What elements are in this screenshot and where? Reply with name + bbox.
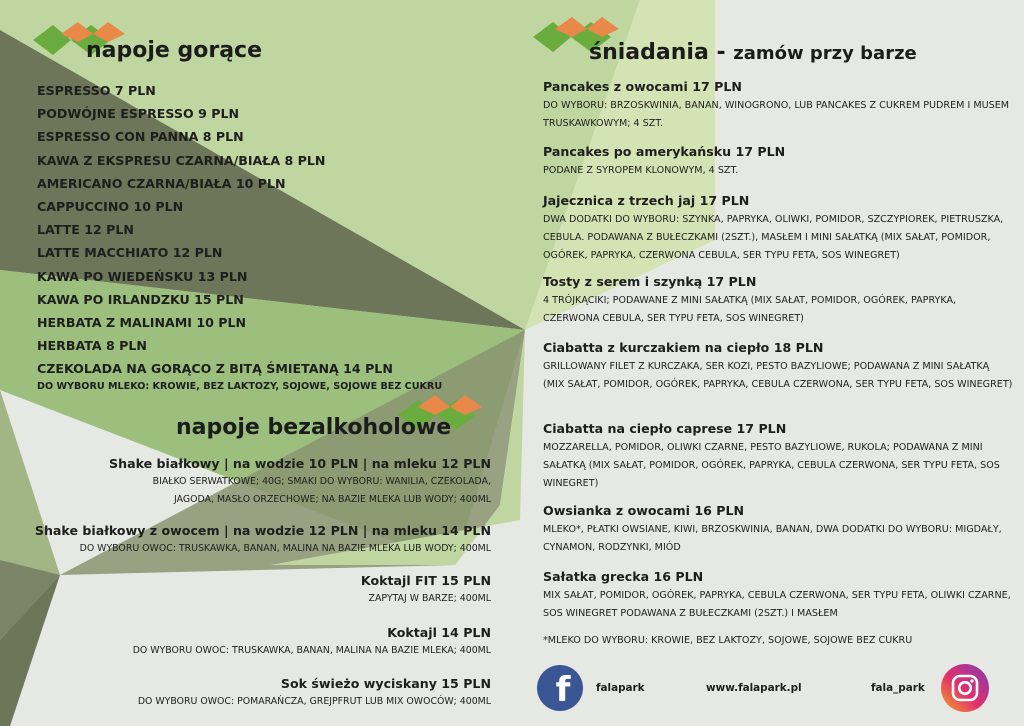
breakfast-dash: - <box>716 40 726 65</box>
drink-item: AMERICANO CZARNA/BIAŁA 10 PLN <box>37 175 286 191</box>
soft-drinks-title: napoje bezalkoholowe <box>176 415 452 440</box>
soft-drink-title: Shake białkowy | na wodzie 10 PLN | na mleku 12 PLN <box>109 456 491 471</box>
drink-item: HERBATA 8 PLN <box>37 338 147 354</box>
facebook-name[interactable]: falapark <box>596 682 645 694</box>
soft-drink-title: Koktajl FIT 15 PLN <box>360 573 491 588</box>
facebook-icon[interactable] <box>536 664 584 712</box>
drink-item: KAWA Z EKSPRESU CZARNA/BIAŁA 8 PLN <box>37 152 326 168</box>
drink-item: KAWA PO IRLANDZKU 15 PLN <box>37 291 244 307</box>
breakfast-item <box>543 568 1013 623</box>
breakfast-item-title: Pancakes po amerykańsku 17 PLN <box>543 144 786 159</box>
drink-item: KAWA PO WIEDEŃSKU 13 PLN <box>37 268 248 284</box>
drink-item: LATTE 12 PLN <box>37 222 134 238</box>
milk-footnote: *MLEKO DO WYBORU: KROWIE, BEZ LAKTOZY, SOJOWE, SOJOWE BEZ CUKRU <box>543 635 913 646</box>
facebook-glyph: f <box>555 670 571 710</box>
breakfast-item-title: Tosty z serem i szynką 17 PLN <box>543 274 757 289</box>
breakfast-subtitle: zamów przy barze <box>733 43 917 64</box>
breakfast-item-title: Sałatka grecka 16 PLN <box>543 569 704 584</box>
drink-item: CZEKOLADA NA GORĄCO Z BITĄ ŚMIETANĄ 14 PLN <box>37 361 393 377</box>
hot-drinks-list <box>37 79 442 392</box>
breakfast-item-title: Owsianka z owocami 16 PLN <box>543 503 745 518</box>
breakfast-item-desc: MIX SAŁAT, POMIDOR, OGÓREK, PAPRYKA, CEBULA CZERWONA, SER TYPU FETA, OLIWKI CZARNE, SOS WINEGRET PODAWANA Z BUŁECZKAMI (2SZT.) I MASŁEM <box>543 590 1011 619</box>
breakfast-item <box>543 273 1013 328</box>
soft-drink-desc: BIAŁKO SERWATKOWE; 40G; SMAKI DO WYBORU: WANILIA, CZEKOLADA, <box>152 476 491 487</box>
instagram-name[interactable]: fala_park <box>871 682 925 694</box>
breakfast-heading: śniadania <box>589 40 709 65</box>
milk-choice-note: DO WYBORU MLEKO: KROWIE, BEZ LAKTOZY, SOJOWE, SOJOWE BEZ CUKRU <box>37 381 443 393</box>
soft-drink-title: Koktajl 14 PLN <box>387 625 491 640</box>
website-link[interactable]: www.falapark.pl <box>706 682 802 694</box>
breakfast-item <box>543 78 1013 133</box>
soft-drink-desc: ZAPYTAJ W BARZE; 400ML <box>368 593 491 604</box>
breakfast-item-title: Ciabatta na ciepło caprese 17 PLN <box>543 421 787 436</box>
soft-drink-item <box>109 455 491 509</box>
breakfast-item-desc: MOZZARELLA, POMIDOR, OLIWKI CZARNE, PESTO BAZYLIOWE, RUKOLA; PODAWANA Z MINI SAŁATKĄ (MIX SAŁAT, POMIDOR, OGÓREK, PAPRYKA, CEBULA CZERWONA, SER TYPU FETA, SOS WINEGRET) <box>543 442 1000 489</box>
breakfast-item-title: Ciabatta z kurczakiem na ciepło 18 PLN <box>543 340 824 355</box>
breakfast-item-desc: DWA DODATKI DO WYBORU: SZYNKA, PAPRYKA, OLIWKI, POMIDOR, SZCZYPIOREK, PIETRUSZKA, CEBULA. PODAWANA Z BUŁECZKAMI (2SZT.), MASŁEM I MINI SAŁATKĄ (MIX SAŁAT, POMIDOR, OGÓREK, PAPRYKA, CZERWONA CEBULA, SER TYPU FETA, SOS WINEGRET) <box>543 214 1004 261</box>
soft-drink-desc: DO WYBORU OWOC: TRUSKAWKA, BANAN, MALINA NA BAZIE MLEKA; 400ML <box>132 645 491 656</box>
breakfast-item-desc: PODANE Z SYROPEM KLONOWYM, 4 SZT. <box>543 165 739 176</box>
breakfast-item-title: Pancakes z owocami 17 PLN <box>543 79 742 94</box>
breakfast-item <box>543 143 1013 180</box>
breakfast-item-desc: 4 TRÓJKĄCIKI; PODAWANE Z MINI SAŁATKĄ (MIX SAŁAT, POMIDOR, OGÓREK, PAPRYKA, CZERWONA CEBULA, SER TYPU FETA, SOS WINEGRET) <box>543 295 957 324</box>
soft-drink-desc: JAGODA, MASŁO ORZECHOWE; NA BAZIE MLEKA LUB WODY; 400ML <box>174 494 491 505</box>
soft-drink-item <box>133 624 491 660</box>
breakfast-title <box>589 40 917 65</box>
breakfast-item-desc: MLEKO*, PŁATKI OWSIANE, KIWI, BRZOSKWINIA, BANAN, DWA DODATKI DO WYBORU: MIGDAŁY, CYNAMON, RODZYNKI, MIÓD <box>543 524 1002 553</box>
breakfast-item <box>543 502 1013 557</box>
drink-item: LATTE MACCHIATO 12 PLN <box>37 245 223 261</box>
soft-drink-title: Sok świeżo wyciskany 15 PLN <box>280 676 491 691</box>
drink-item: ESPRESSO CON PANNA 8 PLN <box>37 129 244 145</box>
breakfast-item <box>543 420 1013 493</box>
drink-item: ESPRESSO 7 PLN <box>37 83 156 98</box>
soft-drink-title: Shake białkowy z owocem | na wodzie 12 PLN | na mleku 14 PLN <box>34 523 491 538</box>
breakfast-item-desc: GRILLOWANY FILET Z KURCZAKA, SER KOZI, PESTO BAZYLIOWE; PODAWANA Z MINI SAŁATKĄ (MIX SAŁAT, POMIDOR, OGÓREK, PAPRYKA, CEBULA CZERWONA, SER TYPU FETA, SOS WINEGRET) <box>543 361 1013 390</box>
breakfast-item-title: Jajecznica z trzech jaj 17 PLN <box>543 193 750 208</box>
breakfast-item <box>543 339 1013 394</box>
hot-drinks-title: napoje gorące <box>86 38 263 63</box>
drink-item: CAPPUCCINO 10 PLN <box>37 198 184 214</box>
instagram-icon[interactable] <box>940 663 990 713</box>
drink-item: HERBATA Z MALINAMI 10 PLN <box>37 314 247 330</box>
soft-drink-item <box>361 572 491 608</box>
breakfast-item <box>543 192 1013 265</box>
soft-drink-item <box>35 522 491 558</box>
soft-drink-item <box>138 675 491 711</box>
soft-drink-desc: DO WYBORU OWOC: TRUSKAWKA, BANAN, MALINA NA BAZIE MLEKA LUB WODY; 400ML <box>79 543 491 554</box>
soft-drink-desc: DO WYBORU OWOC: POMARAŃCZA, GREJPFRUT LUB MIX OWOCÓW; 400ML <box>137 696 491 707</box>
drink-item: PODWÓJNE ESPRESSO 9 PLN <box>37 106 240 122</box>
breakfast-item-desc: DO WYBORU: BRZOSKWINIA, BANAN, WINOGRONO, LUB PANCAKES Z CUKREM PUDREM I MUSEM TRUSKAWKOWYM; 4 SZT. <box>543 100 1010 129</box>
